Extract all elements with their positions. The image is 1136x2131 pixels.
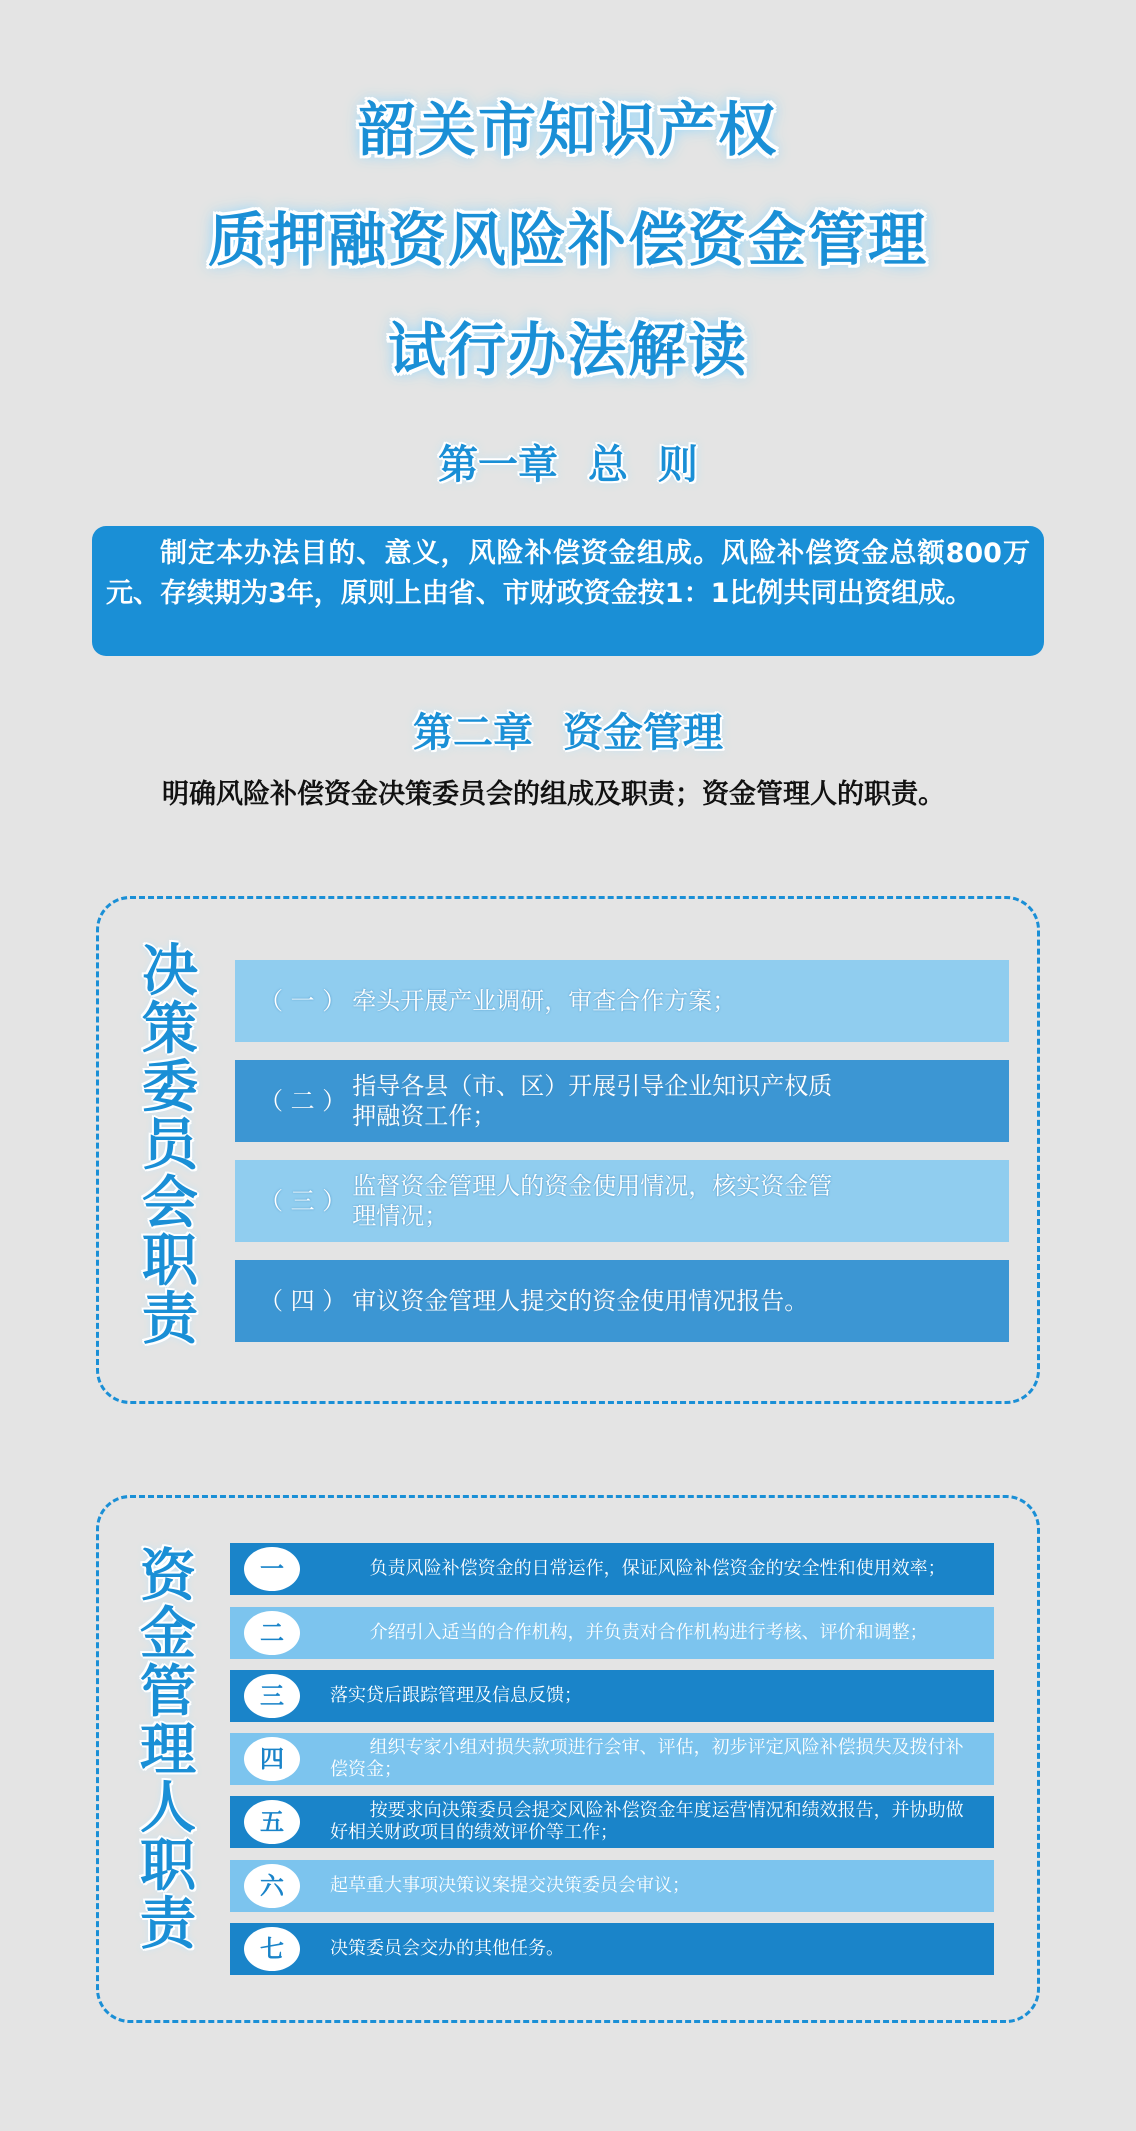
committee-title-char: 职 bbox=[142, 1229, 198, 1294]
committee-duty-item bbox=[235, 1160, 1009, 1242]
duty-text: 落实贷后跟踪管理及信息反馈； bbox=[330, 1685, 582, 1706]
chapter2-summary bbox=[108, 775, 1028, 815]
duty-text: 指导各县（市、区）开展引导企业知识产权质押融资工作； bbox=[352, 1072, 833, 1130]
duty-number-badge: 六 bbox=[244, 1864, 300, 1908]
manager-duty-item bbox=[230, 1796, 994, 1848]
manager-duty-item bbox=[230, 1923, 994, 1975]
duty-number-badge: 二 bbox=[244, 1611, 300, 1655]
committee-title-char: 会 bbox=[142, 1171, 198, 1236]
committee-duties-title bbox=[130, 939, 210, 1352]
duty-text: 负责风险补偿资金的日常运作，保证风险补偿资金的安全性和使用效率； bbox=[369, 1558, 946, 1579]
duty-text: 决策委员会交办的其他任务。 bbox=[330, 1938, 564, 1959]
manager-title-char: 人 bbox=[140, 1776, 196, 1841]
duty-text: 审议资金管理人提交的资金使用情况报告。 bbox=[352, 1287, 809, 1315]
chapter1-heading: 第一章 总 则 bbox=[438, 442, 698, 488]
manager-duty-item bbox=[230, 1543, 994, 1595]
duty-number-badge: 七 bbox=[244, 1927, 300, 1971]
duty-number: （ 四 ） bbox=[259, 1287, 347, 1315]
committee-title-char: 决 bbox=[142, 939, 198, 1004]
manager-duties-title bbox=[128, 1544, 208, 1957]
manager-duty-item bbox=[230, 1733, 994, 1785]
committee-duty-item bbox=[235, 960, 1009, 1042]
committee-title-char: 责 bbox=[142, 1287, 198, 1352]
committee-duty-item bbox=[235, 1260, 1009, 1342]
manager-title-char: 责 bbox=[140, 1892, 196, 1957]
duty-number: （ 一 ） bbox=[259, 987, 347, 1015]
manager-title-char: 资 bbox=[140, 1544, 196, 1609]
manager-title-char: 管 bbox=[140, 1660, 196, 1725]
duty-number-badge: 三 bbox=[244, 1674, 300, 1718]
duty-number-badge: 四 bbox=[244, 1737, 300, 1781]
committee-title-char: 委 bbox=[142, 1055, 198, 1120]
duty-number: （ 二 ） bbox=[259, 1087, 347, 1115]
committee-duty-item bbox=[235, 1060, 1009, 1142]
title-line-3: 试行办法解读 bbox=[387, 316, 748, 384]
manager-duty-item bbox=[230, 1607, 994, 1659]
duty-text: 监督资金管理人的资金使用情况，核实资金管理情况； bbox=[352, 1172, 833, 1230]
duty-number: （ 三 ） bbox=[259, 1187, 347, 1215]
duty-text: 牵头开展产业调研，审查合作方案； bbox=[352, 987, 737, 1015]
manager-duty-item bbox=[230, 1860, 994, 1912]
manager-title-char: 职 bbox=[140, 1834, 196, 1899]
committee-title-char: 策 bbox=[142, 997, 198, 1062]
manager-title-char: 理 bbox=[140, 1718, 196, 1783]
title-line-2: 质押融资风险补偿资金管理 bbox=[207, 206, 928, 274]
chapter1-summary-text: 制定本办法目的、意义，风险补偿资金组成。风险补偿资金总额800万元、存续期为3年，原则上由省、市财政资金按1：1比例共同出资组成。 bbox=[106, 538, 1030, 609]
duty-text: 组织专家小组对损失款项进行会审、评估，初步评定风险补偿损失及拨付补偿资金； bbox=[330, 1737, 964, 1780]
chapter2-heading: 第二章 资金管理 bbox=[413, 710, 723, 756]
duty-number-badge: 一 bbox=[244, 1547, 300, 1591]
manager-title-char: 金 bbox=[140, 1602, 196, 1667]
committee-title-char: 员 bbox=[142, 1113, 198, 1178]
duty-number-badge: 五 bbox=[244, 1800, 300, 1844]
duty-text: 起草重大事项决策议案提交决策委员会审议； bbox=[330, 1875, 690, 1896]
manager-duty-item bbox=[230, 1670, 994, 1722]
duty-text: 介绍引入适当的合作机构，并负责对合作机构进行考核、评价和调整； bbox=[369, 1622, 928, 1643]
chapter2-summary-text: 明确风险补偿资金决策委员会的组成及职责；资金管理人的职责。 bbox=[162, 779, 945, 810]
chapter1-summary-box bbox=[92, 526, 1044, 656]
title-line-1: 韶关市知识产权 bbox=[357, 96, 778, 164]
duty-text: 按要求向决策委员会提交风险补偿资金年度运营情况和绩效报告，并协助做好相关财政项目的绩效评价等工作； bbox=[330, 1800, 964, 1843]
